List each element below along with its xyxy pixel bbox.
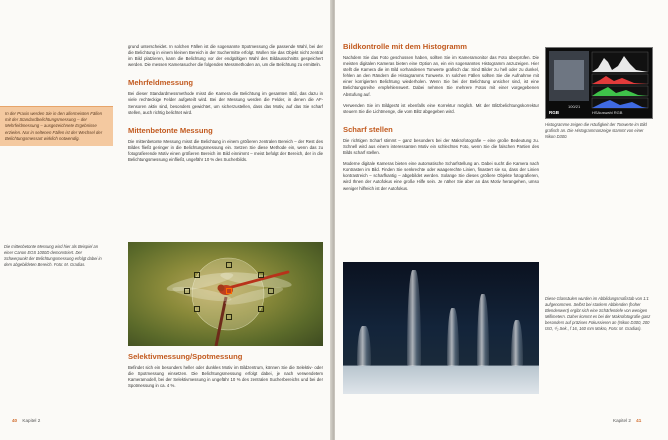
paragraph: Bei dieser Standardmessmethode misst die Kamera die Belichtung im gesamten Bild, das dazu in viele rechteckige Felder aufgeteilt wird. Bei der Messung werden die Felder, in denen die AF-Sensoren aktiv sind, besonders gewichtet, um sicherzustellen, dass das Motiv, auf das Sie scharf stellen, auch richtig belichtet wird. <box>128 91 323 115</box>
dragonfly-photo <box>128 242 323 346</box>
caption-text: Histogramme zeigen die Häufigkeit der Tonwerte im Bild grafisch an. Die Histogrammanzeige stammt von einer Nikon D300. <box>545 122 647 139</box>
histogram-caption <box>545 122 655 140</box>
histogram-rgb-label: RGB <box>549 110 559 115</box>
glass-column <box>447 308 459 366</box>
af-point-icon <box>258 306 264 312</box>
histogram-mode-label: HSAuswahl RGB <box>592 110 623 115</box>
camera-histogram-display <box>545 47 653 119</box>
caption-text: Diese Glassäulen wurden im Abbildungsmaßstab von 1:1 aufgenommen. Selbst bei starkem Abblenden (hoher Blendenwert) ergibt sich eine Schärfentiefe von wenigen Millimetern. Daher kommt es bei der Makrofotografie ganz besonders auf präzises Fokussieren an (Nikon D300, 200 ISO, ¹/₂ Sek., f 16, 160 mm Makro, Foto: M. Gradias). <box>545 296 651 331</box>
glass-columns-photo <box>343 262 539 394</box>
photo-caption-left <box>4 244 102 268</box>
caption-text: Die mittenbetonte Messung wird hier als Beispiel an einer Canon EOS 1000D demonstriert. Der Schwerpunkt der Belichtungsmessung erfolgt dabei in dem abgebildeten Bereich. Foto: M. Gradias. <box>4 244 102 267</box>
af-point-icon <box>184 288 190 294</box>
quote-text: In der Praxis werden Sie in den allermeisten Fällen mit der Standardbelichtungsmessung – der Mehrfeldmessung – ausgezeichnete Ergebnisse erzielen. Nur in seltenen Fällen ist der Wechsel der Belichtungsmessart wirklich notwendig. <box>5 111 103 141</box>
af-point-icon <box>258 272 264 278</box>
heading-mittenbetont: Mittenbetonte Messung <box>128 125 213 135</box>
af-point-icon <box>268 288 274 294</box>
af-point-icon <box>226 288 232 294</box>
af-point-icon <box>226 262 232 268</box>
glass-column <box>407 270 421 366</box>
page-number: 40 <box>12 418 18 423</box>
heading-mehrfeld: Mehrfeldmessung <box>128 78 193 88</box>
paragraph: Befindet sich ein besonders heller oder dunkles Motiv im Bildzentrum, können Sie die Selektiv- oder die Spotmessung einsetzen. Die Belichtungsmessung erfolgt dabei, je nach verwendetem Kameramodell, bei der Selektivmessung in ungefähr 10 % des zentralen Sucherbereichs und bei der Spotmessung in ca. 4 %. <box>128 365 323 389</box>
left-text-column <box>128 44 323 163</box>
paragraph: Die richtigen Scharf stimmt – ganz besonders bei der Makrofotografie – eine große Bedeutung zu. Schnell wird aus einem interessanten Motiv ein schlechtes Foto, wenn Sie die falschen Partien des Bilds scharf stellen. <box>343 137 539 156</box>
heading-histogramm: Bildkontrolle mit dem Histogramm <box>343 42 468 51</box>
af-point-icon <box>226 314 232 320</box>
page-number: 41 <box>636 418 642 423</box>
chapter-label: Kapitel 2 <box>613 418 631 423</box>
right-page <box>335 0 668 440</box>
histogram-readout: 100/21 <box>568 104 581 109</box>
left-page <box>0 0 333 440</box>
heading-selektiv: Selektivmessung/Spotmessung <box>128 352 243 361</box>
heading-scharf-stellen: Scharf stellen <box>343 124 393 134</box>
glass-column <box>511 320 523 366</box>
paragraph: Die mittenbetonte Messung misst die Belichtung in einem größeren zentralen Bereich – der Rest des Bildes fließt geringer in die Belichtungsmessung ein. Setzen Sie diese Methode ein, wenn das zu fotografierende Motiv einen größeren Bereich im Bild einnimmt – meist befolgt der Bereich, der in die Belichtungsmessung einfließt, ungefähr 10 % des Sucherbilds. <box>128 138 323 163</box>
right-footer <box>613 418 641 423</box>
paragraph: Nachdem Sie das Foto geschossen haben, sollten Sie im Kameramonitor das Foto überprüfen. Die meisten digitalen Kameras bieten eine Option an, ein ein sogenanntes Histogramm anzuzeigen. Hier stellt die Kamera die im Bild vorhandenen Tonwerte grafisch dar. Sind Bilder zu hell oder zu dunkel, fehlen an den Rändern die Histogramms Tonwerte. In solchen Fällen sollten Sie die Aufnahme mit einer korrigierten Belichtung wiederholen. Wenn Sie bei der Belichtung unsicher sind, ist eine Belichtungsreihe empfehlenswert. Dabei nehmen Sie mehrere Fotos mit einer vorgegebenen Abstufung auf. <box>343 55 539 97</box>
af-point-icon <box>194 272 200 278</box>
glass-column <box>357 326 371 366</box>
histogram-icon <box>546 48 652 118</box>
dragonfly-illustration <box>128 242 323 346</box>
paragraph: Moderne digitale Kameras bieten eine automatische Scharfstellung an. Dabei sucht die Kamera nach Kontrasten im Bild. Finden Sie senkrechte oder waagerechte Linien, finastert sie so, dass der Linien kontrastreich – scharfkantig – abgebildet werden. Solange Sie dieses größere Objekte fotografieren, wird Ihnen der Autofokus eine große Hilfe sein. Je näher Sie aber an das Motiv herangehen, umso weniger hilfreich ist der Autofokus. <box>343 161 539 191</box>
right-text-column <box>343 42 539 192</box>
af-point-icon <box>194 306 200 312</box>
glass-caption <box>545 296 657 331</box>
chapter-label: Kapitel 2 <box>22 418 41 423</box>
paragraph: Verwenden Sie im Bildgerät ist ebenfalls eine Korrektur möglich. Mit der Blitzbelichtungskorrektur steuern Sie die Lichtmenge, die vom Blitz abgegeben wird. <box>343 102 539 114</box>
glass-column <box>477 294 489 366</box>
paragraph: grund unterscheidet. In solchen Fällen ist die sogenannte Spotmessung die passende Wahl, bei der die Belichtung in einem kleinen Bereich in der Suchermitte erfolgt. Wollen Sie das Objekt nicht zentral im Bild platzieren, kann die Belichtung vor der endgültigen Wahl des Bildausschnitts gespeichert werden. Die messen Kamerasucher die folgenden Messmethoden an, um die Belichtung zu ermitteln. <box>128 44 323 68</box>
highlight-quote <box>0 106 113 146</box>
left-text-column-bottom <box>128 352 323 389</box>
left-footer <box>12 418 40 423</box>
